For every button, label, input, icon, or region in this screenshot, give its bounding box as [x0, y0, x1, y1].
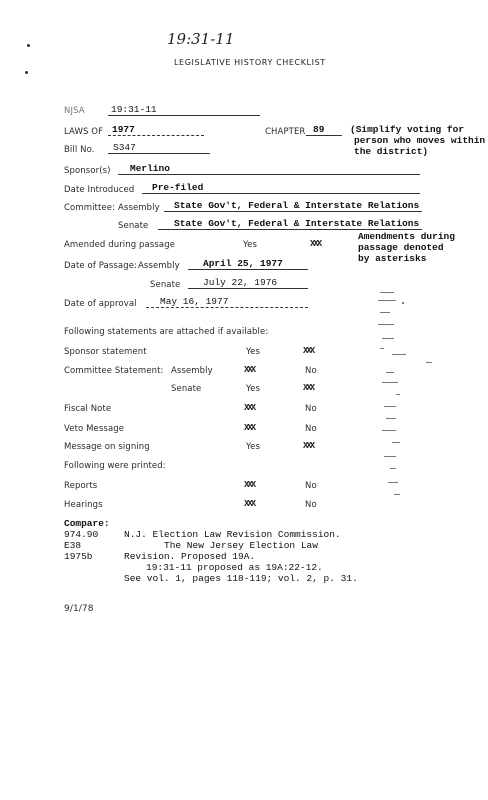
statement-no-struck: XXX	[303, 383, 314, 393]
bill-number-underline	[108, 142, 210, 154]
date-introduced-label: Date Introduced	[64, 185, 135, 195]
statement-sub-label: Senate	[171, 384, 202, 394]
compare-call-number: 974.90	[64, 529, 99, 540]
committee-label: Committee:	[64, 203, 116, 213]
statement-label: Committee Statement:	[64, 366, 164, 376]
passage-senate-value: July 22, 1976	[203, 277, 278, 288]
amended-note-line-3: by asterisks	[358, 253, 427, 264]
amended-note-line-1: Amendments during	[358, 231, 455, 242]
compare-line: Revision. Proposed 19A.	[124, 551, 256, 562]
compare-line: N.J. Election Law Revision Commission.	[124, 529, 341, 540]
statement-no: No	[305, 404, 317, 414]
date-introduced-underline	[142, 182, 420, 194]
passage-senate-underline	[188, 277, 308, 289]
printed-yes-struck: XXX	[244, 480, 255, 490]
sponsor-label: Sponsor(s)	[64, 166, 111, 176]
chapter-note-line-2: person who moves within	[354, 135, 486, 146]
amended-no-struck: XXX	[310, 239, 321, 249]
chapter-value: 89	[313, 124, 325, 135]
passage-senate-label: Senate	[150, 280, 181, 290]
statement-label: Message on signing	[64, 442, 150, 452]
njsa-value: 19:31-11	[111, 104, 157, 115]
njsa-label: NJSA	[64, 106, 85, 116]
chapter-note-line-3: the district)	[354, 146, 429, 157]
amended-yes: Yes	[243, 240, 258, 250]
handwritten-reference: 19:31-11	[167, 30, 235, 48]
passage-assembly-label: Assembly	[138, 261, 180, 271]
passage-assembly-underline	[188, 258, 308, 270]
printed-label: Reports	[64, 481, 98, 491]
scan-speck	[27, 44, 30, 47]
laws-of-value: 1977	[112, 124, 135, 135]
statement-label: Veto Message	[64, 424, 125, 434]
date-passage-label: Date of Passage:	[64, 261, 138, 271]
committee-assembly-underline	[164, 200, 422, 212]
statement-yes: Yes	[246, 442, 261, 452]
printed-no: No	[305, 481, 317, 491]
chapter-underline	[306, 124, 342, 136]
chapter-label: CHAPTER	[265, 127, 306, 137]
printed-label: Hearings	[64, 500, 103, 510]
committee-assembly-label: Assembly	[118, 203, 160, 213]
statement-no: No	[305, 366, 317, 376]
statement-no-struck: XXX	[303, 441, 314, 451]
sponsor-underline	[118, 163, 420, 175]
footer-date: 9/1/78	[64, 604, 94, 614]
statements-heading: Following statements are attached if available:	[64, 327, 269, 337]
laws-of-label: LAWS OF	[64, 127, 104, 137]
statement-no: No	[305, 424, 317, 434]
njsa-underline	[108, 104, 260, 116]
date-approval-value: May 16, 1977	[160, 296, 229, 307]
statement-label: Fiscal Note	[64, 404, 112, 414]
committee-assembly-value: State Gov't, Federal & Interstate Relations	[174, 200, 420, 211]
compare-line: See vol. 1, pages 118-119; vol. 2, p. 31.	[124, 573, 358, 584]
printed-heading: Following were printed:	[64, 461, 166, 471]
laws-of-underline	[108, 124, 204, 136]
amended-note-line-2: passage denoted	[358, 242, 444, 253]
compare-call-number: 1975b	[64, 551, 93, 562]
printed-no: No	[305, 500, 317, 510]
passage-assembly-value: April 25, 1977	[203, 258, 283, 269]
bill-number-value: S347	[113, 142, 136, 153]
statement-yes-struck: XXX	[244, 423, 255, 433]
committee-senate-underline	[158, 218, 422, 230]
printed-yes-struck: XXX	[244, 499, 255, 509]
statement-sub-label: Assembly	[171, 366, 213, 376]
chapter-note-line-1: (Simplify voting for	[350, 124, 465, 135]
page-title: LEGISLATIVE HISTORY CHECKLIST	[174, 58, 326, 67]
committee-senate-label: Senate	[118, 221, 149, 231]
sponsor-value: Merlino	[130, 163, 170, 174]
statement-no-struck: XXX	[303, 346, 314, 356]
statement-yes: Yes	[246, 384, 261, 394]
statement-label: Sponsor statement	[64, 347, 147, 357]
statement-yes-struck: XXX	[244, 403, 255, 413]
amended-label: Amended during passage	[64, 240, 176, 250]
bill-number-label: Bill No.	[64, 145, 95, 155]
date-approval-underline	[146, 296, 308, 308]
scan-speck	[25, 71, 28, 74]
compare-line: 19:31-11 proposed as 19A:22-12.	[146, 562, 323, 573]
compare-heading: Compare:	[64, 518, 110, 529]
statement-yes: Yes	[246, 347, 261, 357]
faint-stamp-marks	[372, 290, 434, 500]
committee-senate-value: State Gov't, Federal & Interstate Relations	[174, 218, 420, 229]
date-approval-label: Date of approval	[64, 299, 137, 309]
compare-call-number: E38	[64, 540, 82, 551]
compare-line: The New Jersey Election Law	[164, 540, 318, 551]
date-introduced-value: Pre-filed	[152, 182, 204, 193]
statement-yes-struck: XXX	[244, 365, 255, 375]
